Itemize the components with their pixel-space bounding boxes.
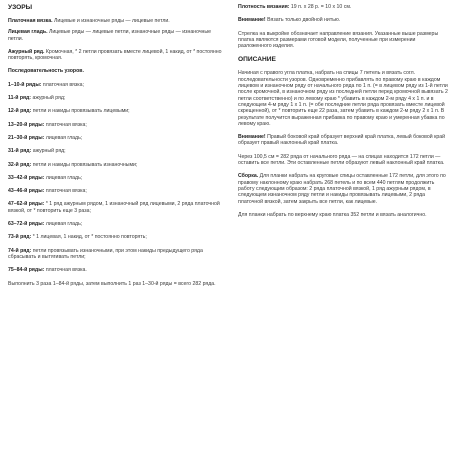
row-text: ажурный ряд;: [31, 148, 66, 155]
assembly-term: Сборка.: [238, 173, 259, 180]
row-label: 47–62-й ряды:: [8, 201, 45, 208]
row-label: 31-й ряд:: [8, 148, 32, 155]
row-text: платочная вязка.: [44, 267, 87, 274]
row-label: 1–10-й ряды:: [8, 81, 42, 88]
left-column: [8, 4, 222, 292]
row-list: [8, 82, 222, 195]
attention-text: Правый боковой край образует верхний край платка, левый боковой край образует правый наклонный край платка.: [238, 134, 446, 147]
row-text: платочная вязка;: [44, 188, 87, 195]
attention-label: Внимание!: [238, 17, 266, 24]
row-text: лицевая гладь;: [44, 221, 83, 228]
attention-text: Вязать только двойной нитью.: [265, 17, 341, 24]
row-label: 13–20-й ряды:: [8, 121, 45, 128]
description-paragraph: Начиная с правого угла платка, набрать на спицы 7 петель и вязать согл. последовательности узоров. Одновременно прибавлять по правому краю в каждом лицевом и изнаночном ряду от начального ряда по 1 п. (= в лицевом ряду из 1-й петли после кромочной, в изнаночном ряду из последней петли перед кромочной вывязать 2 петли соответственно) и по левому краю * убавить в каждом 2-м ряду 4 х 1 п. и в следующем 4-м ряду 1 х 1 п. (= обе последние петли ряда провязать вместе лицевой скрещенной), от * повторить еще 22 раза, затем убавить в каждом 2-м ряду 2 х 1 п. В результате получится выраженная прибавка по правому краю и умеренная убавка по левому краю.: [238, 70, 448, 127]
row-item: [8, 82, 222, 88]
bind-off-paragraph: Через 100,5 см = 282 ряда от начального ряда — на спицах находится 172 петли — оставить все петли. Эти оставленные петли образуют левый наклонный край платка.: [238, 153, 445, 167]
row-label: 21–30-й ряды:: [8, 134, 45, 141]
row-text: петли провязывать изнаночными, при этом накиды предыдущего ряда сбрасывать и вытягивать петли;: [8, 247, 203, 260]
repeat-instruction: Выполнить 3 раза 1–84-й ряды, затем выполнить 1 раз 1–30-й ряды = всего 282 ряда.: [8, 280, 216, 287]
row-47-paragraph: [8, 201, 222, 214]
lace-row-term: Ажурный ряд.: [8, 48, 45, 55]
lace-row-paragraph: [8, 49, 222, 62]
attention-double-yarn: [238, 17, 450, 23]
row-item: [8, 122, 222, 128]
row-text: * 1 ряд ажурным рядом, 1 изнаночный ряд лицевыми, 2 ряда платочной вязкой, от * повторить еще 3 раза;: [8, 201, 220, 214]
row-text: петли и накиды провязывать лицевыми;: [31, 108, 130, 115]
stockinette-term: Лицевая гладь.: [8, 29, 48, 36]
row-label: 43–46-й ряды:: [8, 188, 45, 195]
row-text: лицевая гладь;: [44, 134, 83, 141]
row-label: 32-й ряд:: [8, 161, 32, 168]
sequence-heading: Последовательность узоров.: [8, 68, 84, 75]
description-heading: ОПИСАНИЕ: [238, 56, 276, 64]
row-item: [8, 188, 222, 194]
row-label: 11-й ряд:: [8, 95, 31, 102]
row-text: лицевая гладь;: [44, 174, 83, 181]
row-73-paragraph: [8, 234, 222, 240]
row-label: 63–72-й ряды:: [8, 221, 45, 228]
row-text: петли и накиды провязывать изнаночными;: [31, 161, 138, 168]
row-74-paragraph: [8, 248, 222, 261]
right-column: [238, 4, 450, 223]
row-label: 33–42-й ряды:: [8, 174, 45, 181]
garter-stitch-term: Платочная вязка.: [8, 18, 53, 24]
arrow-note: Стрелка на выкройке обозначает направление вязания. Указанные выше размеры платка являются размерами готовой модели, полученные при измерении разложенного изделия.: [238, 30, 439, 50]
row-item: [8, 108, 222, 114]
patterns-heading: УЗОРЫ: [8, 4, 33, 11]
top-edge-band-paragraph: Для планки набрать по верхнему краю платка 352 петли и вязать аналогично.: [238, 211, 427, 218]
garter-stitch-text: Лицевые и изнаночные ряды — лицевые петли.: [52, 18, 170, 24]
stockinette-paragraph: [8, 29, 222, 42]
row-label: 12-й ряд:: [8, 108, 32, 115]
row-75-paragraph: [8, 267, 222, 273]
row-text: * 1 лицевая, 1 накид, от * постоянно повторять;: [31, 234, 147, 241]
lace-row-text: Кромочная, * 2 петли провязать вместе лицевой, 1 накид, от * постоянно повторять, кромочная.: [8, 48, 222, 62]
row-text: ажурный ряд;: [31, 95, 66, 102]
stockinette-text: Лицевые ряды — лицевые петли, изнаночные ряды — изнаночные петли.: [8, 29, 212, 42]
gauge-term: Плотность вязания:: [238, 4, 290, 10]
assembly-text: Для планки набрать на круговые спицы оставленные 172 петли, для этого по правому наклонному краю набрать 268 петель и по всем 440 петлям продолжить работу следующим образом: 2 ряда платочной вязкой, 1 ряд ажурным рядом, в следующем изнаночном ряду петли и накиды провязывать лицевыми, 2 ряда платочной вязкой, затем закрыть все петли, как лицевые.: [238, 173, 446, 205]
assembly-paragraph: [238, 173, 450, 204]
row-item: [8, 135, 222, 141]
row-label: 75–84-й ряды:: [8, 267, 45, 274]
row-text: платочная вязка;: [41, 81, 84, 88]
row-item: [8, 148, 222, 154]
row-label: 74-й ряд:: [8, 247, 32, 254]
attention-edges: [238, 134, 450, 147]
gauge-paragraph: [238, 4, 450, 10]
row-item: [8, 95, 222, 101]
row-item: [8, 162, 222, 168]
row-item: [8, 175, 222, 181]
garter-stitch-paragraph: [8, 18, 222, 24]
row-label: 73-й ряд:: [8, 234, 32, 241]
row-text: платочная вязка;: [44, 121, 87, 128]
row-63-paragraph: [8, 221, 222, 227]
gauge-text: 19 п. х 28 р. = 10 х 10 см.: [289, 4, 352, 10]
attention-label: Внимание!: [238, 134, 266, 141]
